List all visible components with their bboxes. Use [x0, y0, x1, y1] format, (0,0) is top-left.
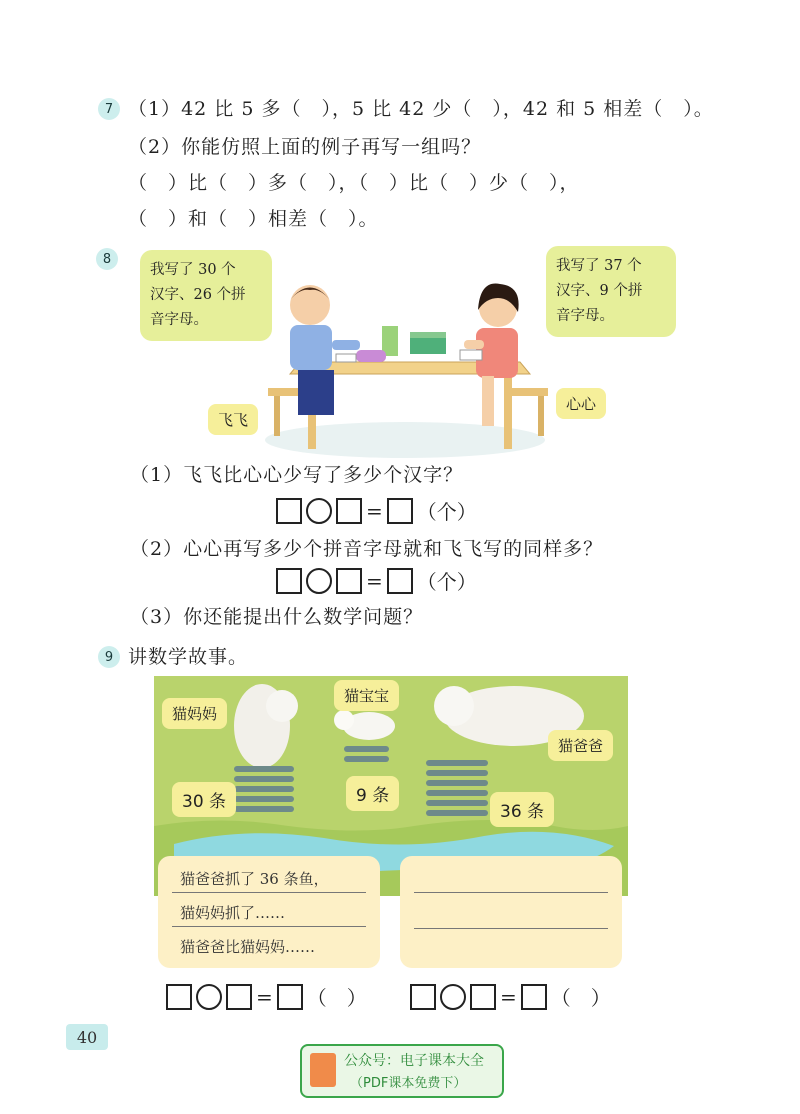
- children-at-table-illustration: [260, 270, 560, 460]
- operator-circle[interactable]: [306, 498, 332, 524]
- question-7-number: 7: [98, 98, 120, 120]
- bubble-line: 我写了 30 个: [150, 262, 236, 278]
- bubble-line: 音字母。: [556, 308, 614, 324]
- q8-sub1: （1）飞飞比心心少写了多少个汉字？: [130, 464, 464, 486]
- answer-box[interactable]: [276, 498, 302, 524]
- footer-line-2: （PDF课本免费下）: [350, 1076, 467, 1091]
- q9-formula-left: [166, 982, 367, 1011]
- blank-line[interactable]: [414, 904, 608, 929]
- q7-template-line1: （ ）比（ ）多（ ），（ ）比（ ）少（ ），: [128, 172, 580, 194]
- footer-watermark: [300, 1044, 504, 1098]
- answer-box[interactable]: [470, 984, 496, 1010]
- answer-box[interactable]: [276, 568, 302, 594]
- answer-box[interactable]: [226, 984, 252, 1010]
- q7-template-line2: （ ）和（ ）相差（ ）。: [128, 208, 379, 230]
- answer-box[interactable]: [387, 568, 413, 594]
- story-line-3: 猫爸爸比猫妈妈……: [180, 938, 316, 956]
- answer-box[interactable]: [387, 498, 413, 524]
- book-icon: [310, 1053, 336, 1087]
- equals-sign: =: [366, 568, 383, 593]
- answer-box[interactable]: [277, 984, 303, 1010]
- equals-sign: =: [256, 984, 273, 1009]
- operator-circle[interactable]: [440, 984, 466, 1010]
- speech-bubble-feifei: [140, 250, 272, 341]
- story-card-example: [158, 856, 380, 968]
- count-mom-fish: 30 条: [172, 782, 236, 817]
- q7-part2: （2）你能仿照上面的例子再写一组吗？: [128, 136, 482, 158]
- q9-formula-right: [410, 982, 611, 1011]
- q9-title: 讲数学故事。: [128, 646, 249, 668]
- speech-bubble-xinxin: [546, 246, 676, 337]
- answer-box[interactable]: [166, 984, 192, 1010]
- answer-box[interactable]: [336, 568, 362, 594]
- equals-sign: =: [366, 498, 383, 523]
- label-cat-dad: 猫爸爸: [548, 730, 613, 761]
- q8-sub2: （2）心心再写多少个拼音字母就和飞飞写的同样多？: [130, 538, 604, 560]
- count-dad-fish: 36 条: [490, 792, 554, 827]
- page-number: 40: [66, 1024, 108, 1050]
- answer-box[interactable]: [410, 984, 436, 1010]
- question-9-number: 9: [98, 646, 120, 668]
- answer-box[interactable]: [521, 984, 547, 1010]
- footer-line-1: 公众号：电子课本大全: [344, 1053, 484, 1069]
- label-cat-mom: 猫妈妈: [162, 698, 227, 729]
- bubble-line: 汉字、26 个拼: [150, 287, 246, 303]
- bubble-line: 我写了 37 个: [556, 258, 642, 274]
- operator-circle[interactable]: [306, 568, 332, 594]
- q8-sub3: （3）你还能提出什么数学问题？: [130, 606, 424, 628]
- unit-label: （个）: [416, 500, 477, 524]
- count-baby-fish: 9 条: [346, 776, 399, 811]
- operator-circle[interactable]: [196, 984, 222, 1010]
- q8-formula-2: [276, 566, 477, 595]
- answer-box[interactable]: [336, 498, 362, 524]
- bubble-line: 音字母。: [150, 312, 208, 328]
- q7-part1: （1）42 比 5 多（ ），5 比 42 少（ ），42 和 5 相差（ ）。: [128, 98, 714, 120]
- paren-blank: （ ）: [550, 986, 611, 1010]
- story-card-blank: [400, 856, 622, 968]
- story-line-2: 猫妈妈抓了……: [172, 902, 366, 927]
- name-tag-feifei: 飞飞: [208, 404, 258, 435]
- paren-blank: （ ）: [306, 986, 367, 1010]
- name-tag-xinxin: 心心: [556, 388, 606, 419]
- q8-formula-1: [276, 496, 477, 525]
- blank-line[interactable]: [414, 868, 608, 893]
- story-line-1: 猫爸爸抓了 36 条鱼，: [172, 868, 366, 893]
- bubble-line: 汉字、9 个拼: [556, 283, 643, 299]
- equals-sign: =: [500, 984, 517, 1009]
- label-cat-baby: 猫宝宝: [334, 680, 399, 711]
- unit-label: （个）: [416, 570, 477, 594]
- question-8-number: 8: [96, 248, 118, 270]
